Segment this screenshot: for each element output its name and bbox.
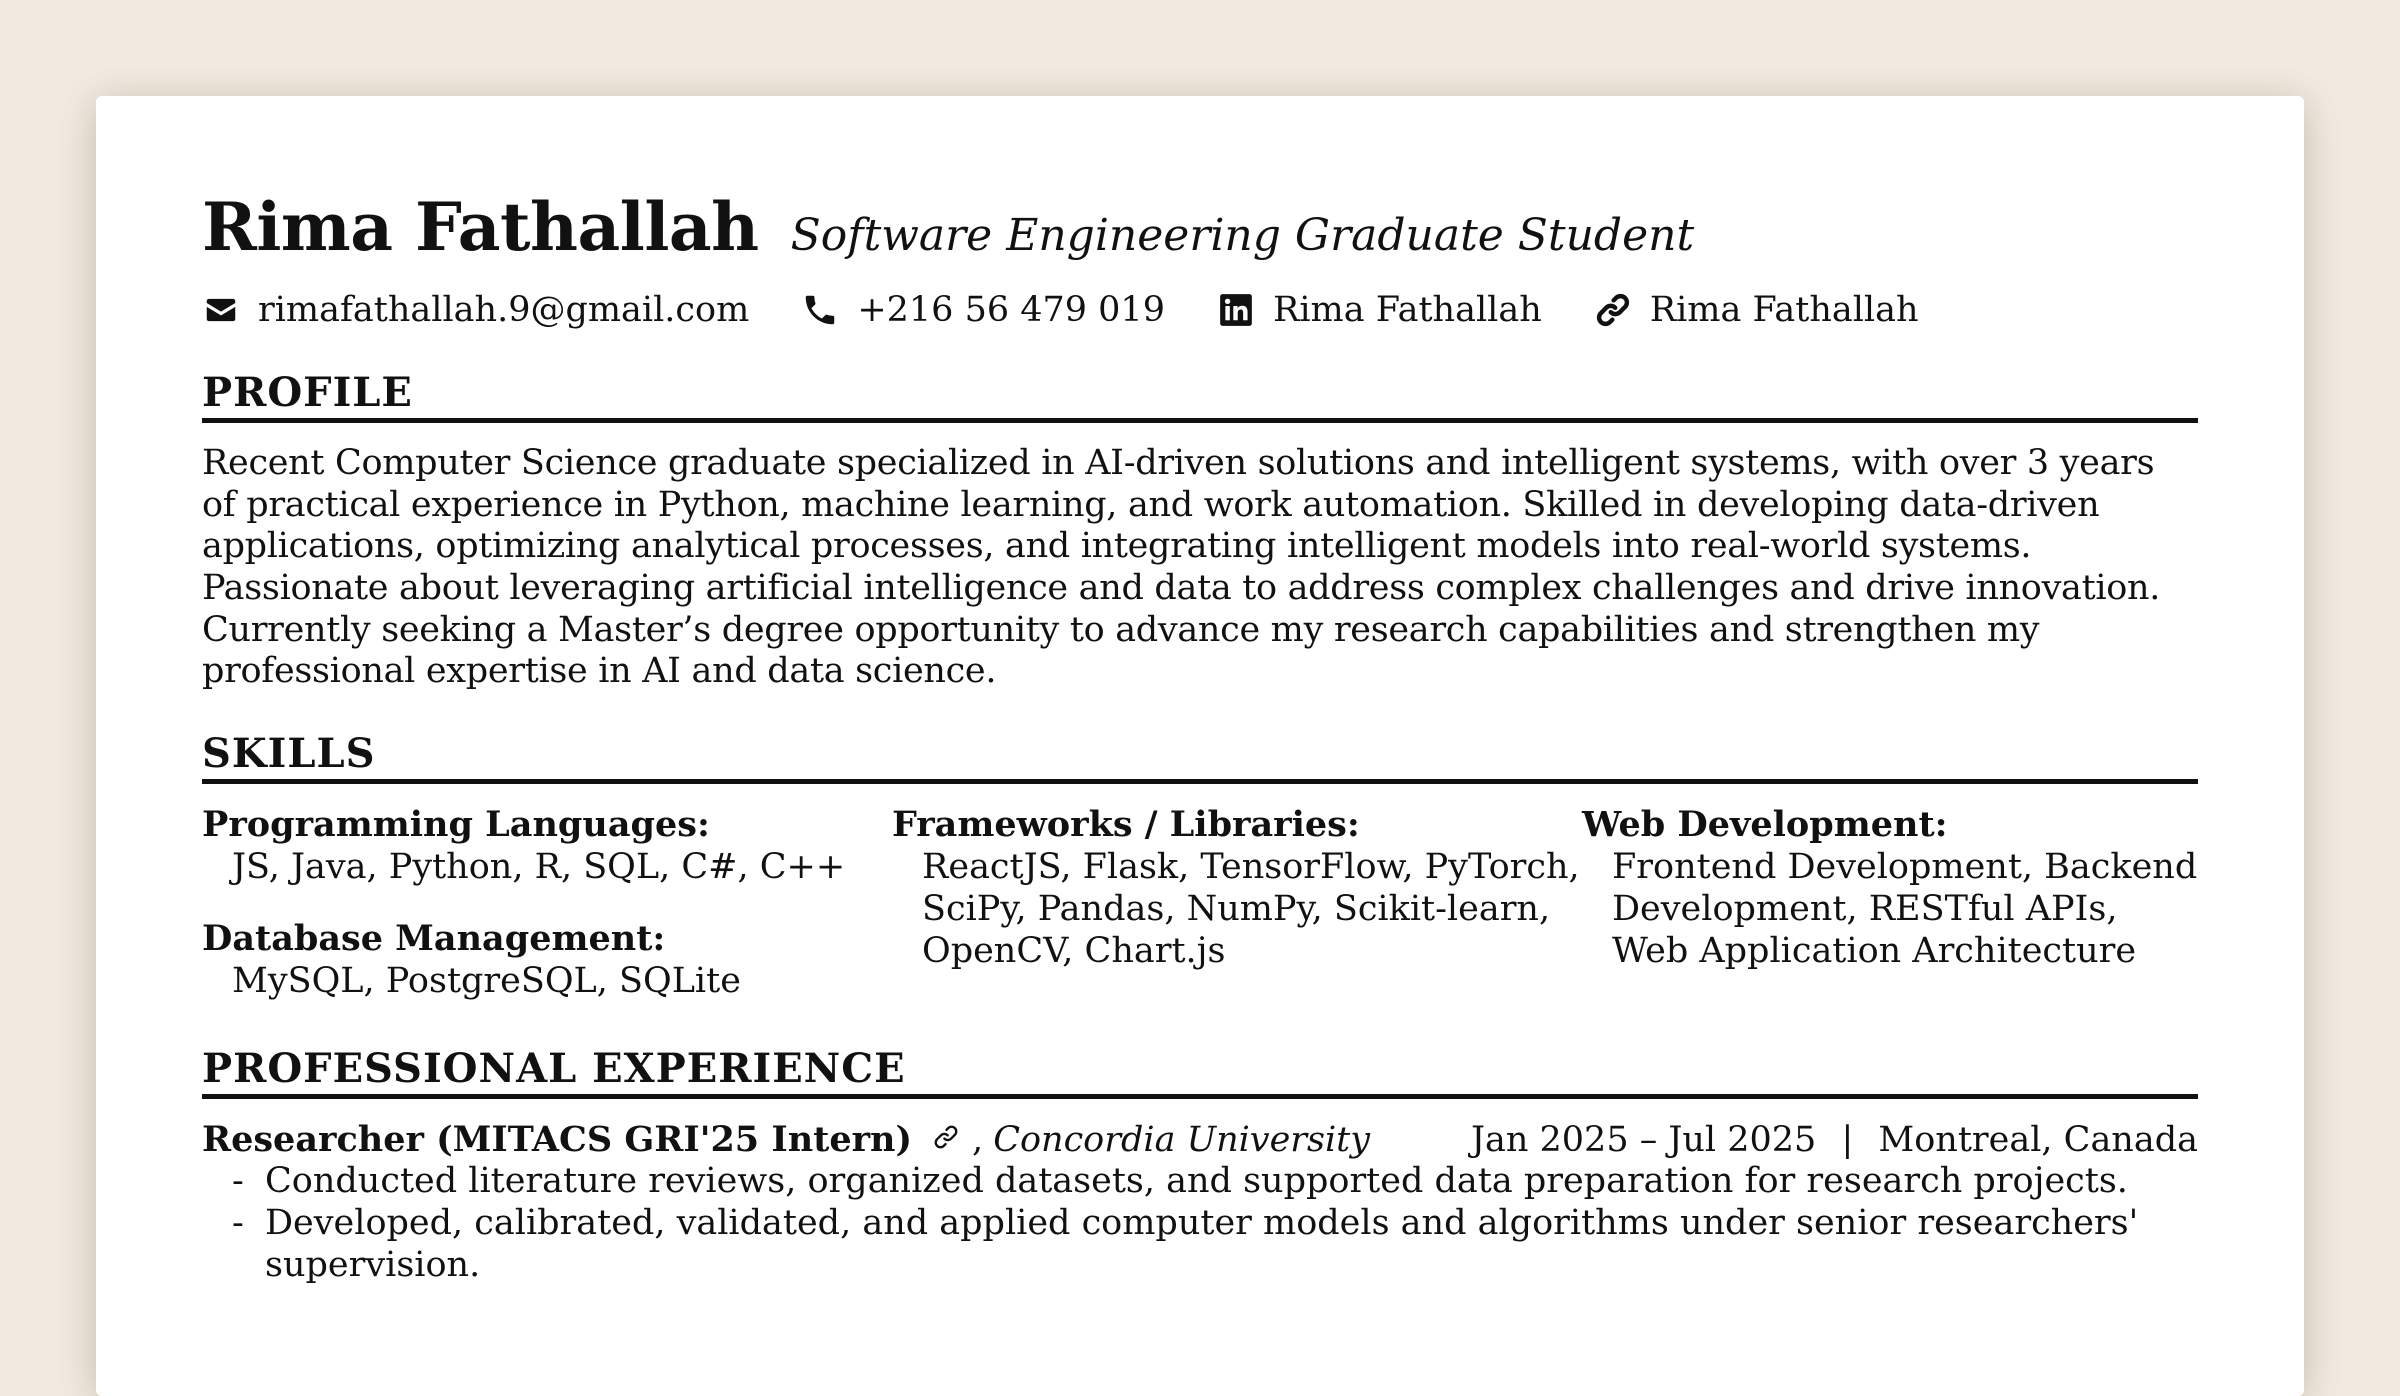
contact-website[interactable] [1594,290,1919,330]
skills-column-3 [1582,804,2202,1032]
section-heading-profile: PROFILE [202,370,2198,423]
link-icon[interactable] [932,1123,960,1151]
skill-items: JS, Java, Python, R, SQL, C#, C++ [232,846,846,887]
skills-grid [202,804,2198,1032]
contact-phone[interactable] [801,290,1165,330]
skill-group [892,804,1582,972]
candidate-name: Rima Fathallah [202,188,759,266]
link-icon [1594,291,1632,329]
experience-organization: Concordia University [993,1119,1371,1160]
experience-meta [1471,1120,2198,1160]
skill-group [202,918,892,1002]
experience-dates: Jan 2025 – Jul 2025 [1470,1119,1817,1160]
section-heading-skills: SKILLS [202,731,2198,784]
candidate-title: Software Engineering Graduate Student [790,210,1695,261]
phone-text: +216 56 479 019 [857,290,1165,330]
skill-items: Frontend Development, Backend Development, RESTful APIs, Web Application Architecture [1612,846,2198,971]
resume-header [202,188,2198,266]
experience-org-separator: , [972,1119,984,1160]
experience-bullet: - Developed, calibrated, validated, and applied computer models and algorithms under senior researchers' supervision. [232,1202,2198,1286]
skill-label: Web Development: [1582,803,1948,845]
skill-items: ReactJS, Flask, TensorFlow, PyTorch, SciPy, Pandas, NumPy, Scikit-learn, OpenCV, Chart.js [922,846,1580,971]
experience-bullet: - Conducted literature reviews, organized datasets, and supported data preparation for research projects. [232,1160,2198,1202]
experience-role: Researcher (MITACS GRI'25 Intern) [202,1118,913,1160]
skills-section [202,731,2198,1032]
contact-linkedin[interactable] [1217,290,1542,330]
website-text: Rima Fathallah [1649,290,1919,330]
skill-label: Frameworks / Libraries: [892,803,1360,845]
skill-group [202,804,892,888]
experience-entry [202,1119,2198,1286]
skill-items: MySQL, PostgreSQL, SQLite [232,960,741,1001]
profile-summary: Recent Computer Science graduate specialized in AI-driven solutions and intelligent systems, with over 3 years of practical experience in Python, machine learning, and work automation. Skilled in developing data-driven applications, optimizing analytical processes, and integrating intelligent models into real-world systems. Passionate about leveraging artificial intelligence and data to address complex challenges and drive innovation. Currently seeking a Master’s degree opportunity to advance my research capabilities and strengthen my professional expertise in AI and data science. [202,443,2161,692]
skills-column-1 [202,804,892,1032]
experience-section [202,1046,2198,1286]
contact-email[interactable] [202,290,749,330]
skill-label: Programming Languages: [202,803,710,845]
linkedin-text: Rima Fathallah [1272,290,1542,330]
experience-divider: | [1841,1119,1854,1160]
experience-title-group [202,1119,1370,1160]
contact-bar [202,290,2198,330]
phone-icon [801,291,839,329]
email-text: rimafathallah.9@gmail.com [258,290,750,330]
skills-column-2 [892,804,1582,1032]
skill-group [1582,804,2202,972]
experience-location: Montreal, Canada [1878,1119,2198,1160]
skill-label: Database Management: [202,917,666,959]
envelope-icon [202,291,240,329]
experience-bullets [202,1160,2198,1286]
profile-section [202,370,2198,693]
resume-page [96,96,2304,1396]
experience-header [202,1119,2198,1160]
linkedin-icon [1217,291,1255,329]
section-heading-experience: PROFESSIONAL EXPERIENCE [202,1046,2198,1099]
